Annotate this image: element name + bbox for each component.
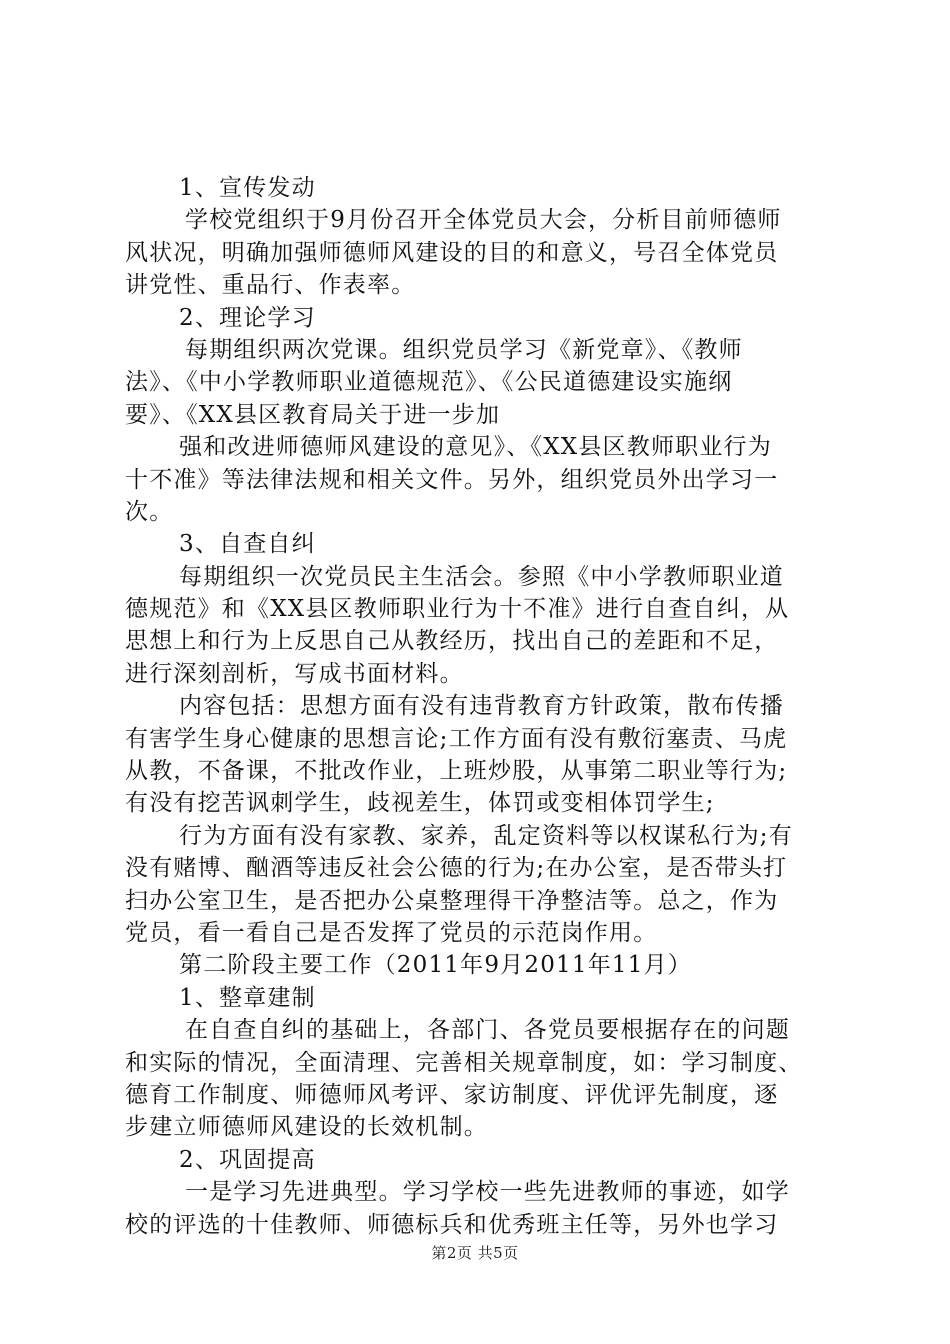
text-line: 法》、《中小学教师职业道德规范》、《公民道德建设实施纲 <box>125 369 733 396</box>
text-line: 十不准》等法律法规和相关文件。另外，组织党员外出学习一 <box>125 466 779 493</box>
text-line: 次。 <box>125 498 174 525</box>
text-line: 强和改进师德师风建设的意见》、《XX县区教师职业行为 <box>179 434 772 461</box>
text-line: 3、自查自纠 <box>179 531 316 558</box>
text-line: 一是学习先进典型。学习学校一些先进教师的事迹，如学 <box>185 1179 790 1206</box>
text-line: 有没有挖苦讽刺学生，歧视差生，体罚或变相体罚学生; <box>125 790 715 817</box>
text-line: 没有赌博、酗酒等违反社会公德的行为;在办公室，是否带头打 <box>125 855 788 882</box>
text-line: 扫办公室卫生，是否把办公桌整理得干净整洁等。总之，作为 <box>125 887 779 914</box>
text-line: 2、理论学习 <box>179 304 316 331</box>
document-body <box>125 172 830 1241</box>
text-line: 进行深刻剖析，写成书面材料。 <box>125 660 464 687</box>
text-line: 德规范》和《XX县区教师职业行为十不准》进行自查自纠，从 <box>125 596 790 623</box>
page-footer: 第2页 共5页 <box>431 1244 519 1262</box>
text-line: 德育工作制度、师德师风考评、家访制度、评优评先制度，逐 <box>125 1081 779 1108</box>
text-line: 每期组织一次党员民主生活会。参照《中小学教师职业道 <box>179 563 784 590</box>
text-line: 行为方面有没有家教、家养，乱定资料等以权谋私行为;有 <box>179 822 793 849</box>
text-line: 要》、《XX县区教育局关于进一步加 <box>125 401 501 428</box>
text-line: 风状况，明确加强师德师风建设的目的和意义，号召全体党员 <box>125 239 779 266</box>
text-line: 学校党组织于9月份召开全体党员大会，分析目前师德师 <box>185 207 782 234</box>
text-line: 从教，不备课，不批改作业，上班炒股，从事第二职业等行为; <box>125 758 788 785</box>
text-line: 在自查自纠的基础上，各部门、各党员要根据存在的问题 <box>185 1017 790 1044</box>
text-line: 讲党性、重品行、作表率。 <box>125 272 416 299</box>
text-line: 党员，看一看自己是否发挥了党员的示范岗作用。 <box>125 919 658 946</box>
text-line: 和实际的情况，全面清理、完善相关规章制度，如：学习制度、 <box>125 1049 803 1076</box>
text-line: 第二阶段主要工作（2011年9月2011年11月） <box>179 952 692 979</box>
text-line: 内容包括：思想方面有没有违背教育方针政策，散布传播 <box>179 693 784 720</box>
text-line: 有害学生身心健康的思想言论;工作方面有没有敷衍塞责、马虎 <box>125 725 788 752</box>
text-line: 思想上和行为上反思自己从教经历，找出自己的差距和不足， <box>125 628 779 655</box>
text-line: 2、巩固提高 <box>179 1146 316 1173</box>
text-line: 校的评选的十佳教师、师德标兵和优秀班主任等，另外也学习 <box>125 1211 779 1238</box>
text-line: 步建立师德师风建设的长效机制。 <box>125 1114 488 1141</box>
text-line: 1、整章建制 <box>179 984 316 1011</box>
text-line: 每期组织两次党课。组织党员学习《新党章》、《教师 <box>185 336 743 363</box>
text-line: 1、宣传发动 <box>179 175 316 201</box>
